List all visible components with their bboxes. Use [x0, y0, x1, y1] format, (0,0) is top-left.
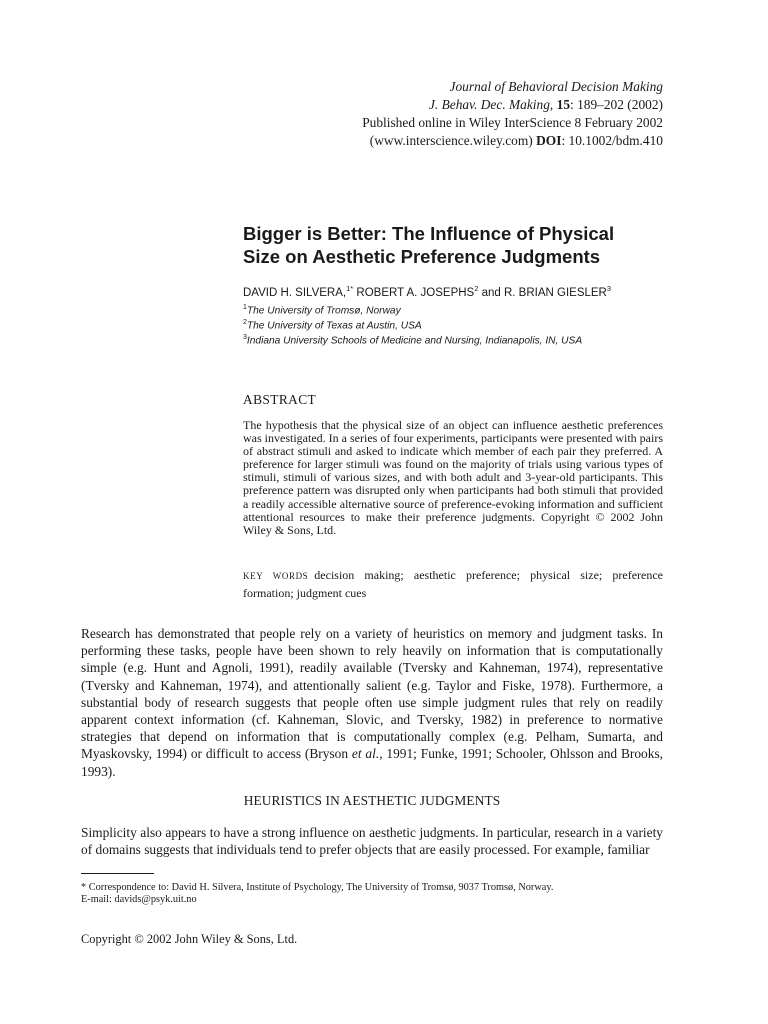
- correspondence-footnote: * Correspondence to: David H. Silvera, Institute of Psychology, The University of Tromsø, 9037 Tromsø, Norway. E-mail: davids@psyk.uit.no: [81, 882, 554, 906]
- journal-header: [362, 78, 663, 150]
- affiliation-3: $^3$Indiana University Schools of Medicine and Nursing, Indianapolis, IN, USA: [243, 334, 583, 347]
- keywords: [243, 567, 663, 602]
- affiliation-2: $^2$The University of Texas at Austin, USA: [243, 319, 422, 332]
- keywords-text: decision making; aesthetic preference; physical size; preference formation; judgment cues: [243, 568, 663, 600]
- body-paragraph-1: Research has demonstrated that people rely on a variety of heuristics on memory and judgment tasks. In performing these tasks, people have been shown to rely heavily on information that is computationally simple (e.g. Hunt and Agnoli, 1991), readily available (Tversky and Kahneman, 1974), representative (Tversky and Kahneman, 1974), and attentionally salient (e.g. Taylor and Fiske, 1978). Furthermore, a substantial body of research suggests that people often use simple judgment rules that rely on readily apparent context information (cf. Kahneman, Slovic, and Tversky, 1982) in preference to normative strategies that depend on information that is computationally complex (e.g. Pelham, Sumarta, and Myaskovsky, 1994) or difficult to access (Bryson et al., 1991; Funke, 1991; Schooler, Ohlsson and Brooks, 1993).: [81, 626, 663, 779]
- paper-title: Bigger is Better: The Influence of Physical Size on Aesthetic Preference Judgments: [243, 223, 615, 267]
- body-paragraph-2: Simplicity also appears to have a strong influence on aesthetic judgments. In particular, research in a variety of domains suggests that individuals tend to prefer objects that are easily processed. For example, familiar: [81, 825, 663, 858]
- journal-citation: J. Behav. Dec. Making, 15: 189–202 (2002): [428, 97, 663, 112]
- journal-name: Journal of Behavioral Decision Making: [449, 79, 663, 94]
- affiliation-1: $^1$The University of Tromsø, Norway: [243, 304, 401, 317]
- doi-line: (www.interscience.wiley.com) DOI: 10.1002/bdm.410: [369, 133, 663, 148]
- footnote-rule: [81, 873, 154, 874]
- published-online: Published online in Wiley InterScience 8 February 2002: [362, 115, 663, 130]
- section-heading: HEURISTICS IN AESTHETIC JUDGMENTS: [243, 793, 501, 808]
- abstract-heading: ABSTRACT: [243, 392, 317, 407]
- author-list: DAVID H. SILVERA,$^{1*}$ ROBERT A. JOSEPHS$^2$ and R. BRIAN GIESLER$^3$: [243, 284, 612, 299]
- abstract-text: The hypothesis that the physical size of an object can influence aesthetic preferences was investigated. In a series of four experiments, participants were presented with pairs of abstract stimuli and asked to indicate which member of each pair they preferred. A preference for larger stimuli was found on the majority of trials using various types of stimuli, stimuli of various sizes, and with both adult and 3-year-old participants. This preference pattern was disrupted only when participants had both stimuli that provided a readily accessible alternative source of preference-evoking information and sufficient attentional resources to make their preference judgments. Copyright © 2002 John Wiley & Sons, Ltd.: [243, 418, 663, 537]
- keywords-label: KEY WORDS: [243, 571, 309, 581]
- copyright-notice: Copyright © 2002 John Wiley & Sons, Ltd.: [81, 932, 298, 946]
